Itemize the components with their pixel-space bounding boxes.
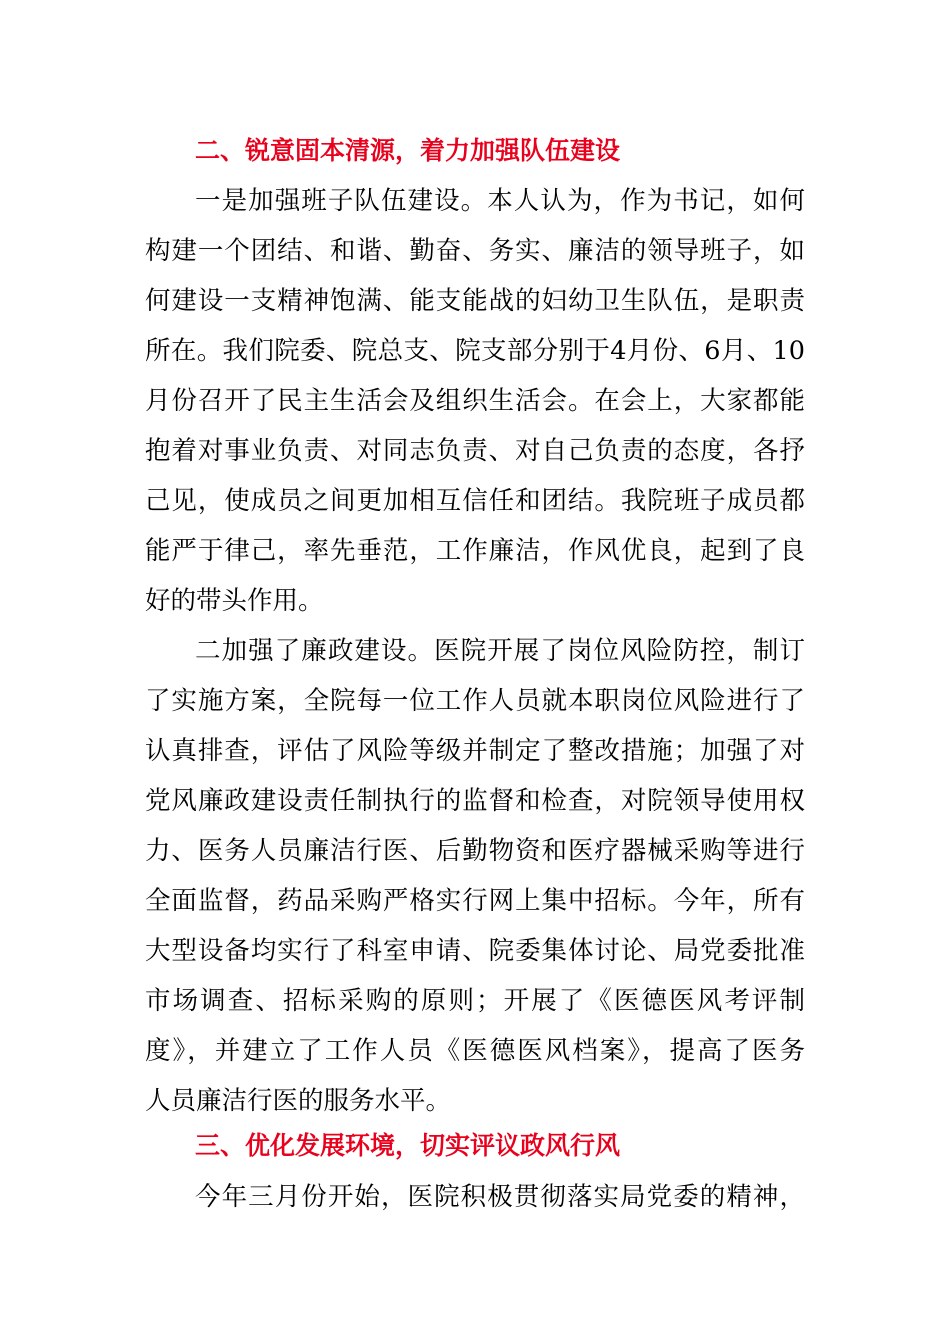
paragraph-line: 所在。我们院委、院总支、院支部分别于4月份、6月、10 xyxy=(145,336,805,366)
paragraph-line: 一是加强班子队伍建设。本人认为，作为书记，如何 xyxy=(195,186,805,216)
paragraph-line: 大型设备均实行了科室申请、院委集体讨论、局党委批准 xyxy=(145,936,805,966)
section-heading: 三、优化发展环境，切实评议政风行风 xyxy=(195,1131,621,1160)
paragraph-line: 己见，使成员之间更加相互信任和团结。我院班子成员都 xyxy=(145,486,805,516)
paragraph-line: 认真排查，评估了风险等级并制定了整改措施；加强了对 xyxy=(145,736,805,766)
paragraph-line: 力、医务人员廉洁行医、后勤物资和医疗器械采购等进行 xyxy=(145,836,805,866)
paragraph-line: 构建一个团结、和谐、勤奋、务实、廉洁的领导班子，如 xyxy=(145,236,805,266)
paragraph-line: 好的带头作用。 xyxy=(145,586,324,616)
paragraph-line: 二加强了廉政建设。医院开展了岗位风险防控，制订 xyxy=(195,636,805,666)
section-heading: 二、锐意固本清源，着力加强队伍建设 xyxy=(195,136,621,165)
paragraph-line: 人员廉洁行医的服务水平。 xyxy=(145,1086,452,1116)
paragraph-line: 月份召开了民主生活会及组织生活会。在会上，大家都能 xyxy=(145,386,805,416)
paragraph-line: 了实施方案，全院每一位工作人员就本职岗位风险进行了 xyxy=(145,686,805,716)
paragraph-line: 抱着对事业负责、对同志负责、对自己负责的态度，各抒 xyxy=(145,436,805,466)
paragraph-line: 党风廉政建设责任制执行的监督和检查，对院领导使用权 xyxy=(145,786,805,816)
paragraph-line: 何建设一支精神饱满、能支能战的妇幼卫生队伍，是职责 xyxy=(145,286,805,316)
paragraph-line: 市场调查、招标采购的原则；开展了《医德医风考评制 xyxy=(145,986,805,1016)
paragraph-line: 度》，并建立了工作人员《医德医风档案》，提高了医务 xyxy=(145,1036,805,1066)
paragraph-line: 能严于律己，率先垂范，工作廉洁，作风优良，起到了良 xyxy=(145,536,805,566)
paragraph-line: 今年三月份开始，医院积极贯彻落实局党委的精神， xyxy=(195,1182,805,1212)
paragraph-line: 全面监督，药品采购严格实行网上集中招标。今年，所有 xyxy=(145,886,805,916)
